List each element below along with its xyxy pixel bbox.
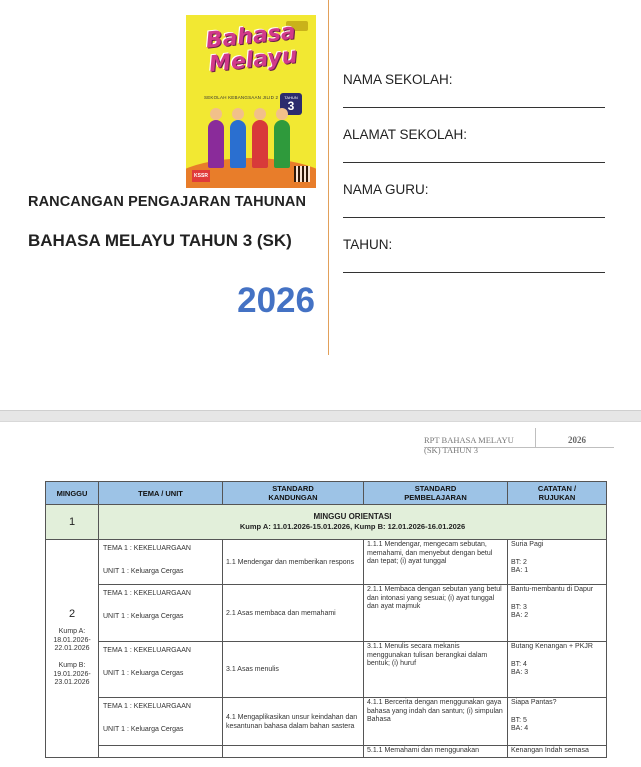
school-name-field	[343, 72, 605, 108]
orientation-cell	[99, 505, 607, 540]
subject-heading: BAHASA MELAYU TAHUN 3 (SK)	[28, 231, 292, 250]
page-header-title: RPT BAHASA MELAYU (SK) TAHUN 3	[424, 435, 514, 455]
school-address-line	[343, 162, 605, 163]
page-header	[424, 426, 614, 455]
kump-a-dates: 18.01.2026-22.01.2026	[53, 636, 91, 652]
tema-cell: TEMA 1 : KEKELUARGAAN UNIT 1 : Keluarga Cergas	[99, 585, 223, 642]
child-figure-icon	[274, 120, 290, 168]
year-field-line	[343, 272, 605, 273]
table-header-row	[46, 482, 607, 505]
page-header-year: 2026	[568, 435, 586, 445]
vertical-divider	[328, 0, 329, 355]
catatan-cell: Butang Kenangan + PKJR BT: 4 BA: 3	[508, 642, 607, 698]
tahun-badge-number: 3	[287, 99, 295, 113]
orientation-title: MINGGU ORIENTASI	[313, 512, 392, 521]
catatan-cell: Suria Pagi BT: 2 BA: 1	[508, 540, 607, 585]
kssr-logo: KSSR	[192, 170, 210, 182]
rpt-table	[45, 481, 607, 758]
tema-cell: TEMA 1 : KEKELUARGAAN UNIT 1 : Keluarga Cergas	[99, 698, 223, 746]
book-title-art	[198, 20, 306, 79]
col-header-minggu: MINGGU	[46, 482, 99, 505]
tema-cell: TEMA 1 : KEKELUARGAAN UNIT 1 : Keluarga Cergas	[99, 540, 223, 585]
school-address-field	[343, 127, 605, 163]
child-figure-icon	[252, 120, 268, 168]
book-title-line1: Bahasa	[204, 19, 297, 54]
table-row	[46, 698, 607, 746]
col-header-sk: STANDARD KANDUNGAN	[223, 482, 364, 505]
table-row	[46, 540, 607, 585]
child-figure-icon	[230, 120, 246, 168]
page-header-separator	[535, 428, 536, 448]
col-header-tema: TEMA / UNIT	[99, 482, 223, 505]
week-number: 2	[68, 607, 76, 620]
orientation-dates: Kump A: 11.01.2026-15.01.2026, Kump B: 12.01.2026-16.01.2026	[239, 522, 466, 531]
year-field-label: TAHUN:	[343, 237, 393, 252]
page-separator	[0, 410, 641, 422]
textbook-cover-image	[186, 15, 316, 188]
orientation-row	[46, 505, 607, 540]
sk-cell	[223, 746, 364, 758]
sp-cell: 5.1.1 Memahami dan menggunakan	[364, 746, 508, 758]
rpt-table-page	[0, 422, 641, 767]
year-field	[343, 237, 605, 273]
sk-cell: 4.1 Mengaplikasikan unsur keindahan dan kesantunan bahasa dalam bahan sastera	[223, 698, 364, 746]
school-name-line	[343, 107, 605, 108]
col-header-sp: STANDARD PEMBELAJARAN	[364, 482, 508, 505]
table-row	[46, 585, 607, 642]
school-name-label: NAMA SEKOLAH:	[343, 72, 453, 87]
qr-code-icon	[294, 166, 310, 182]
sp-cell: 3.1.1 Menulis secara mekanis menggunakan tulisan berangkai dalam bentuk; (i) huruf	[364, 642, 508, 698]
sp-cell: 4.1.1 Bercerita dengan menggunakan gaya bahasa yang indah dan santun; (i) simpulan Bahasa	[364, 698, 508, 746]
kump-a-label: Kump A:	[58, 628, 86, 635]
teacher-name-label: NAMA GURU:	[343, 182, 429, 197]
book-title-line2: Melayu	[207, 43, 299, 78]
table-row-partial	[46, 746, 607, 758]
orientation-week: 1	[46, 505, 99, 540]
tahun-badge-label: TAHUN	[284, 95, 298, 100]
cover-year: 2026	[237, 281, 315, 320]
tema-cell	[99, 746, 223, 758]
sp-cell: 1.1.1 Mendengar, mengecam sebutan, memahami, dan menyebut dengan betul dan tepat; (i) ayat tunggal	[364, 540, 508, 585]
catatan-cell: Kenangan Indah semasa	[508, 746, 607, 758]
col-header-catatan: CATATAN / RUJUKAN	[508, 482, 607, 505]
school-address-label: ALAMAT SEKOLAH:	[343, 127, 468, 142]
tema-cell: TEMA 1 : KEKELUARGAAN UNIT 1 : Keluarga Cergas	[99, 642, 223, 698]
catatan-cell: Bantu-membantu di Dapur BT: 3 BA: 2	[508, 585, 607, 642]
sk-cell: 1.1 Mendengar dan memberikan respons	[223, 540, 364, 585]
week-2-cell	[46, 540, 99, 758]
teacher-name-field	[343, 182, 605, 218]
child-figure-icon	[208, 120, 224, 168]
kump-b-dates: 19.01.2026-23.01.2026	[53, 670, 91, 686]
kump-b-label: Kump B:	[58, 662, 86, 669]
sk-cell: 3.1 Asas menulis	[223, 642, 364, 698]
sk-cell: 2.1 Asas membaca dan memahami	[223, 585, 364, 642]
sp-cell: 2.1.1 Membaca dengan sebutan yang betul dan intonasi yang sesuai; (i) ayat tunggal dan ayat majmuk	[364, 585, 508, 642]
teacher-name-line	[343, 217, 605, 218]
table-row	[46, 642, 607, 698]
book-school-line: SEKOLAH KEBANGSAAN JILID 2	[204, 95, 279, 100]
catatan-cell: Siapa Pantas? BT: 5 BA: 4	[508, 698, 607, 746]
rpt-heading: RANCANGAN PENGAJARAN TAHUNAN	[28, 194, 307, 210]
